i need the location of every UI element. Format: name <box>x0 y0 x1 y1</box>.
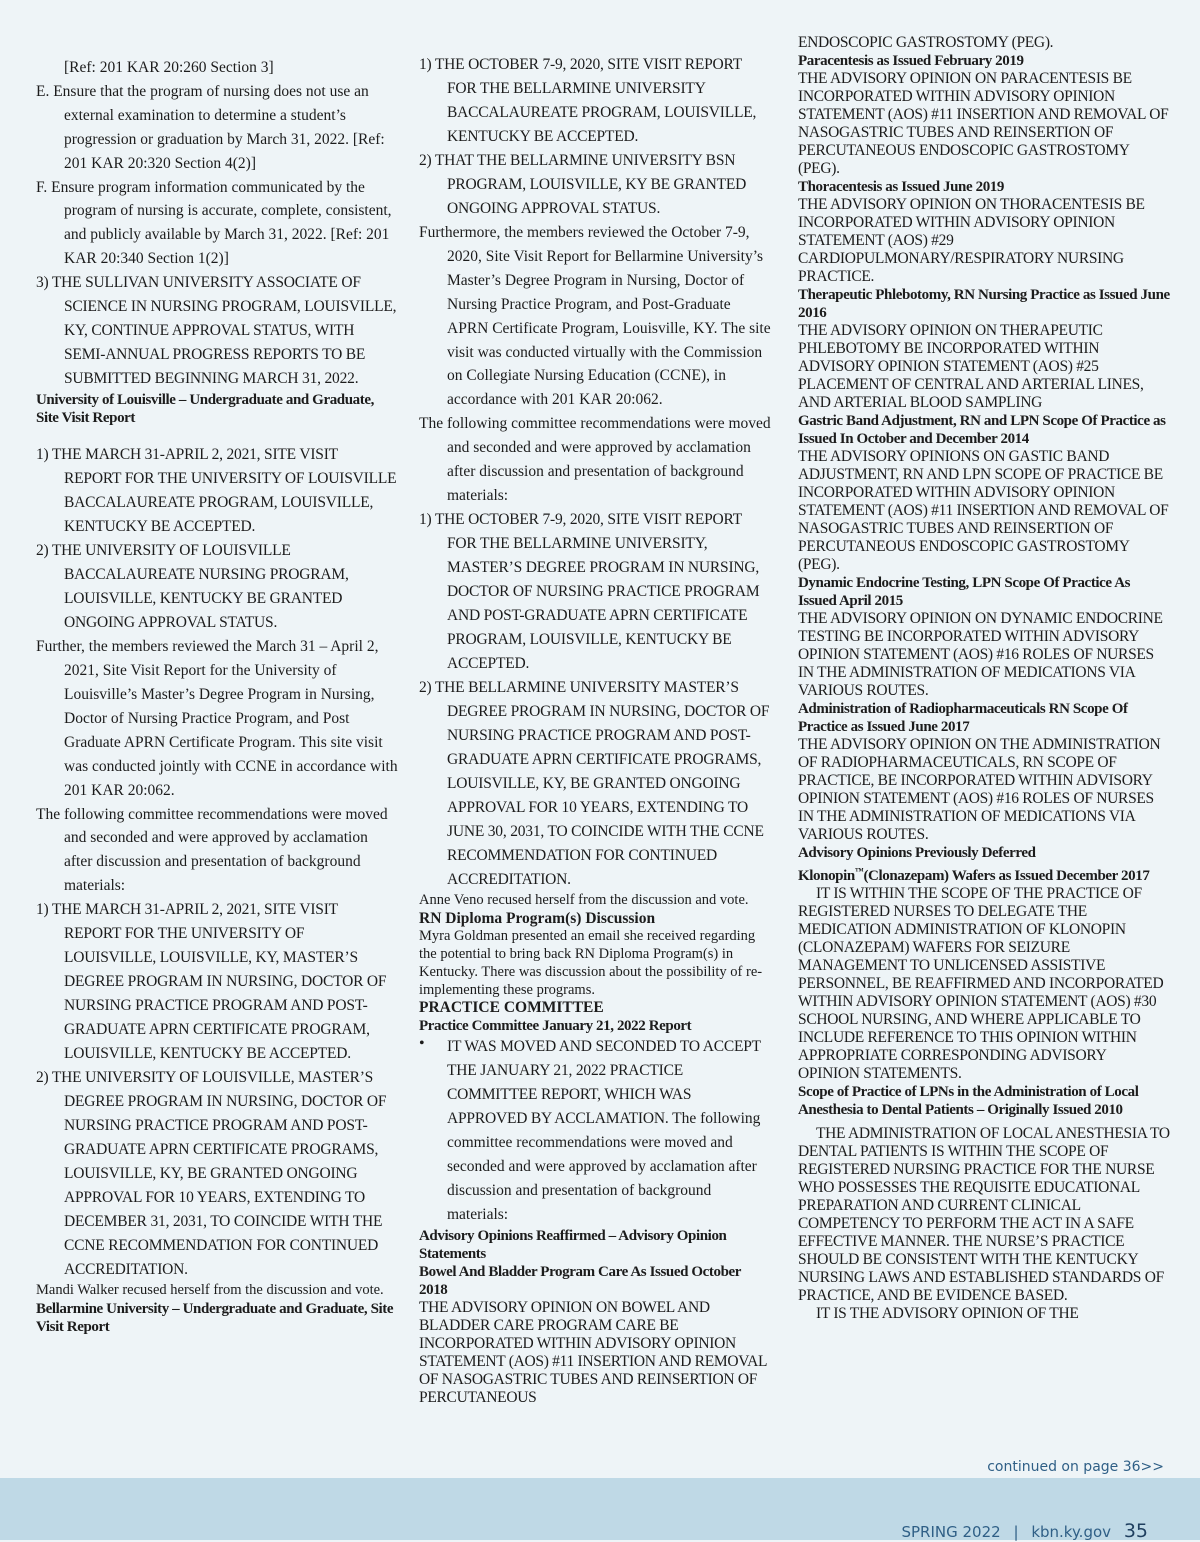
issue-label: SPRING 2022 <box>901 1523 1001 1541</box>
page-number: 35 <box>1123 1520 1148 1542</box>
klonopin-text: IT IS WITHIN THE SCOPE OF THE PRACTICE OF REGISTERED NURSES TO DELEGATE THE MEDICATION ADMINISTRATION OF KLONOPIN (CLONAZEPAM) WAFERS FOR SEIZURE MANAGEMENT TO UNLICENSED ASSISTIVE PERSONNEL, BE REAFFIRMED AND INCORPORATED WITHIN ADVISORY OPINION STATEMENT (AOS) #30 SCHOOL NURSING, AND WHERE APPLICABLE TO INCLUDE REFERENCE TO THIS OPINION WITHIN APPROPRIATE CORRESPONDING ADVISORY OPINION STATEMENTS. <box>798 885 1164 1082</box>
heading-gastric-band: Gastric Band Adjustment, RN and LPN Scope Of Practice as Issued In October and December 2014 <box>798 413 1166 447</box>
following-paragraph: The following committee recommendations were moved and seconded and were approved by acclamation after discussion and presentation of background materials: <box>419 415 771 504</box>
bullet-caps: IT WAS MOVED AND SECONDED TO ACCEPT THE JANUARY 21, 2022 PRACTICE COMMITTEE REPORT, WHICH WAS APPROVED BY ACCLAMATION. <box>447 1038 761 1128</box>
item-3: 3) THE SULLIVAN UNIVERSITY ASSOCIATE OF SCIENCE IN NURSING PROGRAM, LOUISVILLE, KY, CONTINUE APPROVAL STATUS, WITH SEMI-ANNUAL PROGRESS REPORTS TO BE SUBMITTED BEGINNING MARCH 31, 2022. <box>36 274 397 388</box>
bullet-icon: • <box>419 1035 425 1053</box>
uofl-grad-item-1: 1) THE MARCH 31-APRIL 2, 2021, SITE VISIT REPORT FOR THE UNIVERSITY OF LOUISVILLE, LOUISVILLE, KY, MASTER’S DEGREE PROGRAM IN NURSING, DOCTOR OF NURSING PRACTICE PROGRAM AND POST-GRADUATE APRN CERTIFICATE PROGRAM, LOUISVILLE, KENTUCKY BE ACCEPTED. <box>36 901 387 1063</box>
bullet-rest: The following committee recommendations were moved and seconded and were approved by acclamation after discussion and presentation of background materials: <box>447 1110 761 1224</box>
heading-deferred: Advisory Opinions Previously Deferred <box>798 845 1036 861</box>
heading-paracentesis: Paracentesis as Issued February 2019 <box>798 53 1024 69</box>
page-info <box>901 1520 1148 1542</box>
column-2 <box>419 34 771 1407</box>
item-f: F. Ensure program information communicated by the program of nursing is accurate, complete, consistent, and publicly available by March 31, 2022. [Ref: 201 KAR 20:340 Section 1(2)] <box>36 178 392 268</box>
heading-thoracentesis: Thoracentesis as Issued June 2019 <box>798 179 1004 195</box>
heading-endocrine: Dynamic Endocrine Testing, LPN Scope Of Practice As Issued April 2015 <box>798 575 1131 609</box>
rn-diploma-text: Myra Goldman presented an email she received regarding the potential to bring back RN Diploma Program(s) in Kentucky. There was discussion about the possibility of re-implementing these programs. <box>419 927 763 998</box>
bullet-item <box>419 1035 771 1227</box>
bellarmine-item-2: 2) THAT THE BELLARMINE UNIVERSITY BSN PROGRAM, LOUISVILLE, KY BE GRANTED ONGOING APPROVAL STATUS. <box>419 152 747 217</box>
separator: | <box>1013 1523 1019 1541</box>
continued-link[interactable]: continued on page 36>> <box>987 1459 1164 1475</box>
site-link[interactable]: kbn.ky.gov <box>1031 1523 1112 1541</box>
recusal-note: Mandi Walker recused herself from the discussion and vote. <box>36 1282 384 1299</box>
endocrine-text: THE ADVISORY OPINION ON DYNAMIC ENDOCRINE TESTING BE INCORPORATED WITHIN ADVISORY OPINION STATEMENT (AOS) #16 ROLES OF NURSES IN THE ADMINISTRATION OF MEDICATIONS VIA VARIOUS ROUTES. <box>798 610 1163 699</box>
anesthesia-text: THE ADMINISTRATION OF LOCAL ANESTHESIA TO DENTAL PATIENTS IS WITHIN THE SCOPE OF REGISTERED NURSING PRACTICE FOR THE NURSE WHO POSSESSES THE REQUISITE EDUCATIONAL PREPARATION AND CURRENT CLINICAL COMPETENCY TO PERFORM THE ACT IN A SAFE EFFECTIVE MANNER. THE NURSE’S PRACTICE SHOULD BE CONSISTENT WITH THE KENTUCKY NURSING LAWS AND ESTABLISHED STANDARDS OF PRACTICE, AND BE EVIDENCE BASED. <box>798 1125 1170 1304</box>
paracentesis-text: THE ADVISORY OPINION ON PARACENTESIS BE INCORPORATED WITHIN ADVISORY OPINION STATEMENT (AOS) #11 INSERTION AND REMOVAL OF NASOGASTRIC TUBES AND REINSERTION OF PERCUTANEOUS ENDOSCOPIC GASTROSTOMY (PEG). <box>798 70 1169 177</box>
heading-bellarmine: Bellarmine University – Undergraduate and Graduate, Site Visit Report <box>36 1301 394 1336</box>
thoracentesis-text: THE ADVISORY OPINION ON THORACENTESIS BE INCORPORATED WITHIN ADVISORY OPINION STATEMENT (AOS) #29 CARDIOPULMONARY/RESPIRATORY NURSING PRACTICE. <box>798 196 1145 285</box>
bellarmine-grad-item-1: 1) THE OCTOBER 7-9, 2020, SITE VISIT REPORT FOR THE BELLARMINE UNIVERSITY, MASTER’S DEGREE PROGRAM IN NURSING, DOCTOR OF NURSING PRACTICE PROGRAM AND POST-GRADUATE APRN CERTIFICATE PROGRAM, LOUISVILLE, KENTUCKY BE ACCEPTED. <box>419 510 760 672</box>
last-line: IT IS THE ADVISORY OPINION OF THE <box>816 1305 1079 1322</box>
heading-klonopin <box>798 862 1170 885</box>
heading-anesthesia: Scope of Practice of LPNs in the Administration of Local Anesthesia to Dental Patients – Originally Issued 2010 <box>798 1084 1139 1118</box>
following-paragraph: The following committee recommendations were moved and seconded and were approved by acclamation after discussion and presentation of background materials: <box>36 805 388 895</box>
heading-practice-report: Practice Committee January 21, 2022 Report <box>419 1018 692 1035</box>
bullet-text <box>447 1035 771 1227</box>
klonopin-b: (Clonazepam) Wafers as Issued December 2017 <box>863 868 1150 884</box>
bowel-bladder-text: THE ADVISORY OPINION ON BOWEL AND BLADDER CARE PROGRAM CARE BE INCORPORATED WITHIN ADVISORY OPINION STATEMENT (AOS) #11 INSERTION AND REMOVAL OF NASOGASTRIC TUBES AND REINSERTION OF PERCUTANEOUS <box>419 1299 767 1407</box>
heading-phlebotomy: Therapeutic Phlebotomy, RN Nursing Practice as Issued June 2016 <box>798 287 1170 321</box>
bowel-continued: ENDOSCOPIC GASTROSTOMY (PEG). <box>798 34 1054 51</box>
klonopin-a: Klonopin <box>798 868 855 884</box>
column-3 <box>798 34 1170 1323</box>
column-1 <box>36 34 398 1336</box>
heading-advisory-reaffirmed: Advisory Opinions Reaffirmed – Advisory Opinion Statements <box>419 1228 727 1263</box>
further-paragraph: Further, the members reviewed the March 31 – April 2, 2021, Site Visit Report for the University of Louisville’s Master’s Degree Program in Nursing, Doctor of Nursing Practice Program, and Post Graduate APRN Certificate Program. This site visit was conducted jointly with CCNE in accordance with 201 KAR 20:062. <box>36 638 398 799</box>
heading-radiopharm: Administration of Radiopharmaceuticals RN Scope Of Practice as Issued June 2017 <box>798 701 1128 735</box>
heading-uofl: University of Louisville – Undergraduate and Graduate, Site Visit Report <box>36 392 374 427</box>
heading-bowel-bladder: Bowel And Bladder Program Care As Issued October 2018 <box>419 1264 741 1299</box>
radiopharm-text: THE ADVISORY OPINION ON THE ADMINISTRATION OF RADIOPHARMACEUTICALS, RN SCOPE OF PRACTICE, BE INCORPORATED WITHIN ADVISORY OPINION STATEMENT (AOS) #16 ROLES OF NURSES IN THE ADMINISTRATION OF MEDICATIONS VIA VARIOUS ROUTES. <box>798 736 1161 843</box>
phlebotomy-text: THE ADVISORY OPINION ON THERAPEUTIC PHLEBOTOMY BE INCORPORATED WITHIN ADVISORY OPINION STATEMENT (AOS) #25 PLACEMENT OF CENTRAL AND ARTERIAL LINES, AND ARTERIAL BLOOD SAMPLING <box>798 322 1144 411</box>
uofl-grad-item-2: 2) THE UNIVERSITY OF LOUISVILLE, MASTER’S DEGREE PROGRAM IN NURSING, DOCTOR OF NURSING PRACTICE PROGRAM AND POST-GRADUATE APRN CERTIFICATE PROGRAMS, LOUISVILLE, KY, BE GRANTED ONGOING APPROVAL FOR 10 YEARS, EXTENDING TO DECEMBER 31, 2031, TO COINCIDE WITH THE CCNE RECOMMENDATION FOR CONTINUED ACCREDITATION. <box>36 1069 387 1279</box>
spacer <box>36 427 398 443</box>
uofl-item-2: 2) THE UNIVERSITY OF LOUISVILLE BACCALAUREATE NURSING PROGRAM, LOUISVILLE, KENTUCKY BE GRANTED ONGOING APPROVAL STATUS. <box>36 542 349 632</box>
recusal-note: Anne Veno recused herself from the discussion and vote. <box>419 891 749 908</box>
gastric-band-text: THE ADVISORY OPINIONS ON GASTIC BAND ADJUSTMENT, RN AND LPN SCOPE OF PRACTICE BE INCORPORATED WITHIN ADVISORY OPINION STATEMENT (AOS) #11 INSERTION AND REMOVAL OF NASOGASTRIC TUBES AND REINSERTION OF PERCUTANEOUS ENDOSCOPIC GASTROSTOMY (PEG). <box>798 448 1169 573</box>
bellarmine-item-1: 1) THE OCTOBER 7-9, 2020, SITE VISIT REPORT FOR THE BELLARMINE UNIVERSITY BACCALAUREATE PROGRAM, LOUISVILLE, KENTUCKY BE ACCEPTED. <box>419 56 757 145</box>
furthermore-paragraph: Furthermore, the members reviewed the October 7-9, 2020, Site Visit Report for Bellarmine University’s Master’s Degree Program in Nursing, Doctor of Nursing Practice Program, and Post-Graduate APRN Certificate Program, Louisville, KY. The site visit was conducted virtually with the Commission on Collegiate Nursing Education (CCNE), in accordance with 201 KAR 20:062. <box>419 224 771 409</box>
bellarmine-grad-item-2: 2) THE BELLARMINE UNIVERSITY MASTER’S DEGREE PROGRAM IN NURSING, DOCTOR OF NURSING PRACTICE PROGRAM AND POST-GRADUATE APRN CERTIFICATE PROGRAMS, LOUISVILLE, KY, BE GRANTED ONGOING APPROVAL FOR 10 YEARS, EXTENDING TO JUNE 30, 2031, TO COINCIDE WITH THE CCNE RECOMMENDATION FOR CONTINUED ACCREDITATION. <box>419 678 770 888</box>
heading-practice-committee: PRACTICE COMMITTEE <box>419 999 604 1017</box>
uofl-item-1: 1) THE MARCH 31-APRIL 2, 2021, SITE VISIT REPORT FOR THE UNIVERSITY OF LOUISVILLE BACCALAUREATE PROGRAM, LOUISVILLE, KENTUCKY BE ACCEPTED. <box>36 446 397 536</box>
trademark-mark: ™ <box>854 866 864 876</box>
heading-rn-diploma: RN Diploma Program(s) Discussion <box>419 909 656 927</box>
reference-text: [Ref: 201 KAR 20:260 Section 3] <box>64 59 274 76</box>
item-e: E. Ensure that the program of nursing does not use an external examination to determine a student’s progression or graduation by March 31, 2022. [Ref: 201 KAR 20:320 Section 4(2)] <box>36 82 385 172</box>
